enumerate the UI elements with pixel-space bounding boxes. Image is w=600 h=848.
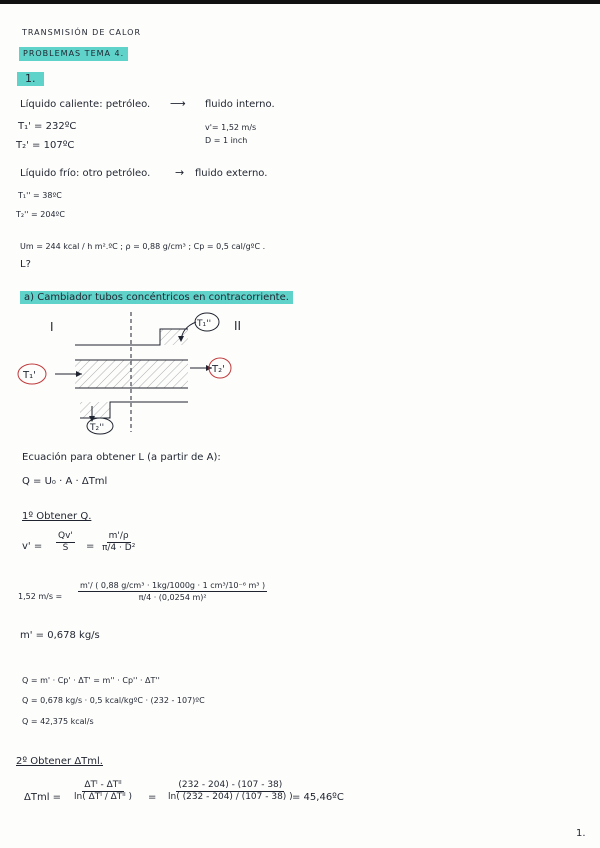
q-equation-line2: Q = 0,678 kg/s · 0,5 kcal/kgºC · (232 - 107)ºC xyxy=(22,696,205,705)
label-t2-hot: T₂' xyxy=(212,364,225,375)
cold-t2: T₂'' = 204ºC xyxy=(16,210,65,219)
lmtd-fraction-1 xyxy=(72,780,134,803)
arrow-icon: → xyxy=(175,166,185,179)
numeric-fraction xyxy=(78,580,267,603)
fraction-numerator: m'/ ( 0,88 g/cm³ · 1kg/1000g · 1 cm³/10⁻⁶ m³ ) xyxy=(80,581,266,590)
page-number: 1. xyxy=(576,828,586,839)
mass-flow-result: m' = 0,678 kg/s xyxy=(20,630,100,641)
given-values: Um = 244 kcal / h m².ºC ; ρ = 0,88 g/cm³ ; Cp = 0,5 cal/gºC . xyxy=(20,242,266,251)
velocity-lhs: v' = xyxy=(22,541,43,552)
fraction-numerator: (232 - 204) - (107 - 38) xyxy=(178,780,283,790)
hot-t2: T₂' = 107ºC xyxy=(16,140,75,151)
section-a-title-text: a) Cambiador tubos concéntricos en contracorriente. xyxy=(20,291,293,304)
section-a-title xyxy=(20,292,293,304)
section-subtitle: PROBLEMAS TEMA 4. xyxy=(19,47,128,61)
label-t1-cold: T₁'' xyxy=(197,319,212,329)
hot-fluid-line: Líquido caliente: petróleo. xyxy=(20,99,151,110)
heat-exchanger-diagram xyxy=(0,305,600,440)
cold-t1: T₁'' = 38ºC xyxy=(18,191,62,200)
lmtd-fraction-2 xyxy=(166,780,295,803)
velocity-fraction-1 xyxy=(56,531,75,554)
lmtd-result: = 45,46ºC xyxy=(292,792,344,803)
step2-title: 2º Obtener ΔTml. xyxy=(16,756,103,767)
fraction-numerator: Qv' xyxy=(58,531,73,541)
fraction-denominator: π/4 · (0,0254 m)² xyxy=(138,593,207,602)
label-t2-cold: T₂'' xyxy=(90,423,105,433)
hot-velocity: v'= 1,52 m/s xyxy=(205,123,257,132)
equals-sign: = xyxy=(148,792,157,803)
lower-annulus-hatch xyxy=(80,402,110,418)
top-edge-bar xyxy=(0,0,600,4)
fraction-denominator: S xyxy=(62,543,69,553)
fraction-numerator: m'/ρ xyxy=(108,531,129,541)
fraction-numerator: ΔTᴵ - ΔTᴵᴵ xyxy=(84,780,122,790)
region-label-ii: II xyxy=(234,319,242,333)
unknown-l: L? xyxy=(20,259,31,270)
fraction-denominator: ln( ΔTᴵ / ΔTᴵᴵ ) xyxy=(74,792,133,802)
numeric-lhs: 1,52 m/s = xyxy=(18,592,63,601)
problem-number: 1. xyxy=(17,72,44,86)
arrow-icon: ⟶ xyxy=(170,97,186,110)
fraction-denominator: ln( (232 - 204) / (107 - 38) ) xyxy=(168,792,293,802)
hot-fluid-role: fluido interno. xyxy=(205,99,275,110)
lmtd-lhs: ΔTml = xyxy=(24,792,62,803)
step1-title: 1º Obtener Q. xyxy=(22,511,92,522)
fraction-denominator: π/4 · D² xyxy=(102,543,136,553)
equation-intro: Ecuación para obtener L (a partir de A): xyxy=(22,452,221,463)
equation-q-ua: Q = U₀ · A · ΔTml xyxy=(22,476,108,487)
page-title: TRANSMISIÓN DE CALOR xyxy=(22,28,142,37)
cold-fluid-line: Líquido frío: otro petróleo. xyxy=(20,168,151,179)
hot-diameter: D = 1 inch xyxy=(205,136,248,145)
equals-sign: = xyxy=(86,541,95,552)
q-result: Q = 42,375 kcal/s xyxy=(22,717,94,726)
cold-fluid-role: fluido externo. xyxy=(195,168,268,179)
hot-t1: T₁' = 232ºC xyxy=(18,121,77,132)
label-t1-hot: T₁' xyxy=(23,370,36,381)
region-label-i: I xyxy=(50,320,54,334)
velocity-fraction-2 xyxy=(100,531,137,554)
q-equation-line1: Q = m' · Cp' · ΔT' = m'' · Cp'' · ΔT'' xyxy=(22,676,160,685)
